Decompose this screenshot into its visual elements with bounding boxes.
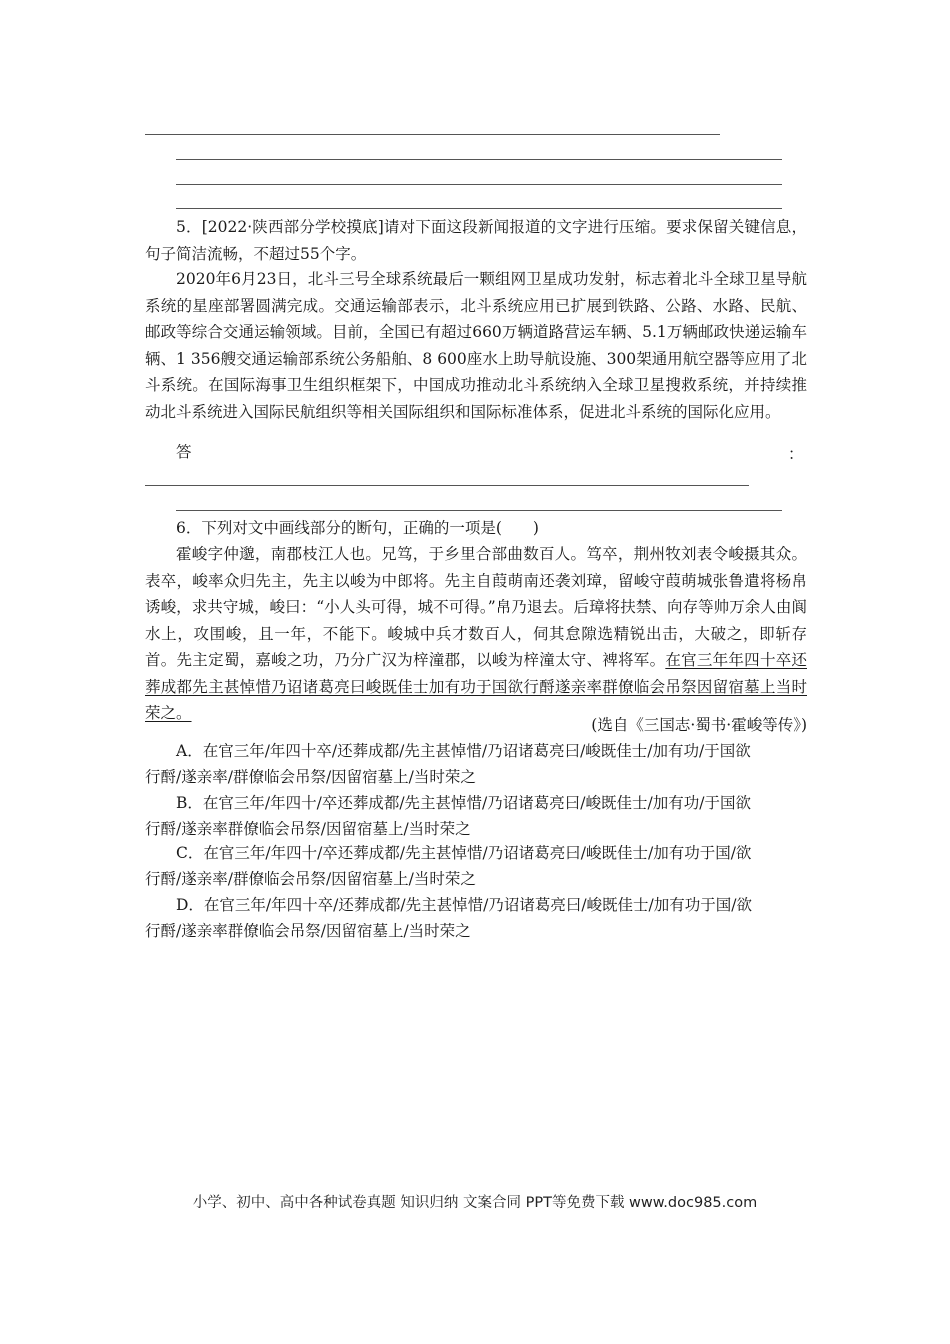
option-b-line2: 行酹/遂亲率群僚临会吊祭/因留宿墓上/当时荣之 (145, 820, 471, 838)
passage-text: 霍峻字仲邈，南郡枝江人也。兄笃，于乡里合部曲数百人。笃卒，荆州牧刘表令峻摄其众。表卒，峻率众归先主，先主以峻为中郎将。先主自葭萌南还袭刘璋，留峻守葭萌城张鲁遣将杨帛诱峻，求共守城，峻曰：“小人头可得，城不可得。”帛乃退去。后璋将扶禁、向存等帅万余人由阆水上，攻围峻，且一年，不能下。峻城中兵才数百人，伺其怠隙选精锐出击，大破之，即斩存首。先主定蜀，嘉峻之功，乃分广汉为梓潼郡，以峻为梓潼太守、裨将军。 (145, 545, 807, 669)
underlined-passage: 在官三年年四十卒还葬成都先主甚悼惜乃诏诸葛亮曰峻既佳士加有功于国欲行酹遂亲率群僚临会吊祭因留宿墓上当时荣之。 (145, 651, 807, 722)
option-a-line2: 行酹/遂亲率/群僚临会吊祭/因留宿墓上/当时荣之 (145, 768, 476, 786)
answer-label: 答 (176, 443, 192, 461)
answer-line (176, 510, 782, 511)
question-6-passage (145, 541, 807, 727)
question-6-prompt: 6．下列对文中画线部分的断句，正确的一项是( ) (176, 519, 539, 537)
answer-line (145, 485, 749, 486)
question-5-passage: 2020年6月23日，北斗三号全球系统最后一颗组网卫星成功发射，标志着北斗全球卫星导航系统的星座部署圆满完成。交通运输部表示，北斗系统应用已扩展到铁路、公路、水路、民航、邮政等综合交通运输领域。目前，全国已有超过660万辆道路营运车辆、5.1万辆邮政快递运输车辆、1 356艘交通运输部系统公务船舶、8 600座水上助导航设施、300架通用航空器等应用了北斗系统。在国际海事卫生组织框架下，中国成功推动北斗系统纳入全球卫星搜救系统，并持续推动北斗系统进入国际民航组织等相关国际组织和国际标准体系，促进北斗系统的国际化应用。 (145, 270, 807, 421)
footer-text: 小学、初中、高中各种试卷真题 知识归纳 文案合同 PPT等免费下载 www.doc985.com (192, 1195, 758, 1211)
option-d-line1: D．在官三年/年四十卒/还葬成都/先主甚悼惜/乃诏诸葛亮曰/峻既佳士/加有功于国/欲 (176, 896, 752, 914)
answer-line (176, 159, 782, 160)
source-citation: (选自《三国志·蜀书·霍峻等传》) (591, 716, 807, 734)
option-b-line1: B．在官三年/年四十/卒还葬成都/先主甚悼惜/乃诏诸葛亮曰/峻既佳士/加有功/于国欲 (176, 794, 751, 812)
question-5-prompt: 5．[2022·陕西部分学校摸底]请对下面这段新闻报道的文字进行压缩。要求保留关键信息，句子简洁流畅，不超过55个字。 (145, 218, 807, 263)
option-c-line1: C．在官三年/年四十/卒还葬成都/先主甚悼惜/乃诏诸葛亮曰/峻既佳士/加有功于国/欲 (176, 844, 752, 862)
option-a-line1: A．在官三年/年四十卒/还葬成都/先主甚悼惜/乃诏诸葛亮曰/峻既佳士/加有功/于国欲 (176, 742, 751, 760)
answer-line (176, 208, 782, 209)
answer-line (176, 184, 782, 185)
answer-colon: ： (788, 445, 804, 463)
option-c-line2: 行酹/遂亲率/群僚临会吊祭/因留宿墓上/当时荣之 (145, 870, 476, 888)
option-d-line2: 行酹/遂亲率群僚临会吊祭/因留宿墓上/当时荣之 (145, 922, 471, 940)
answer-line (145, 134, 720, 135)
